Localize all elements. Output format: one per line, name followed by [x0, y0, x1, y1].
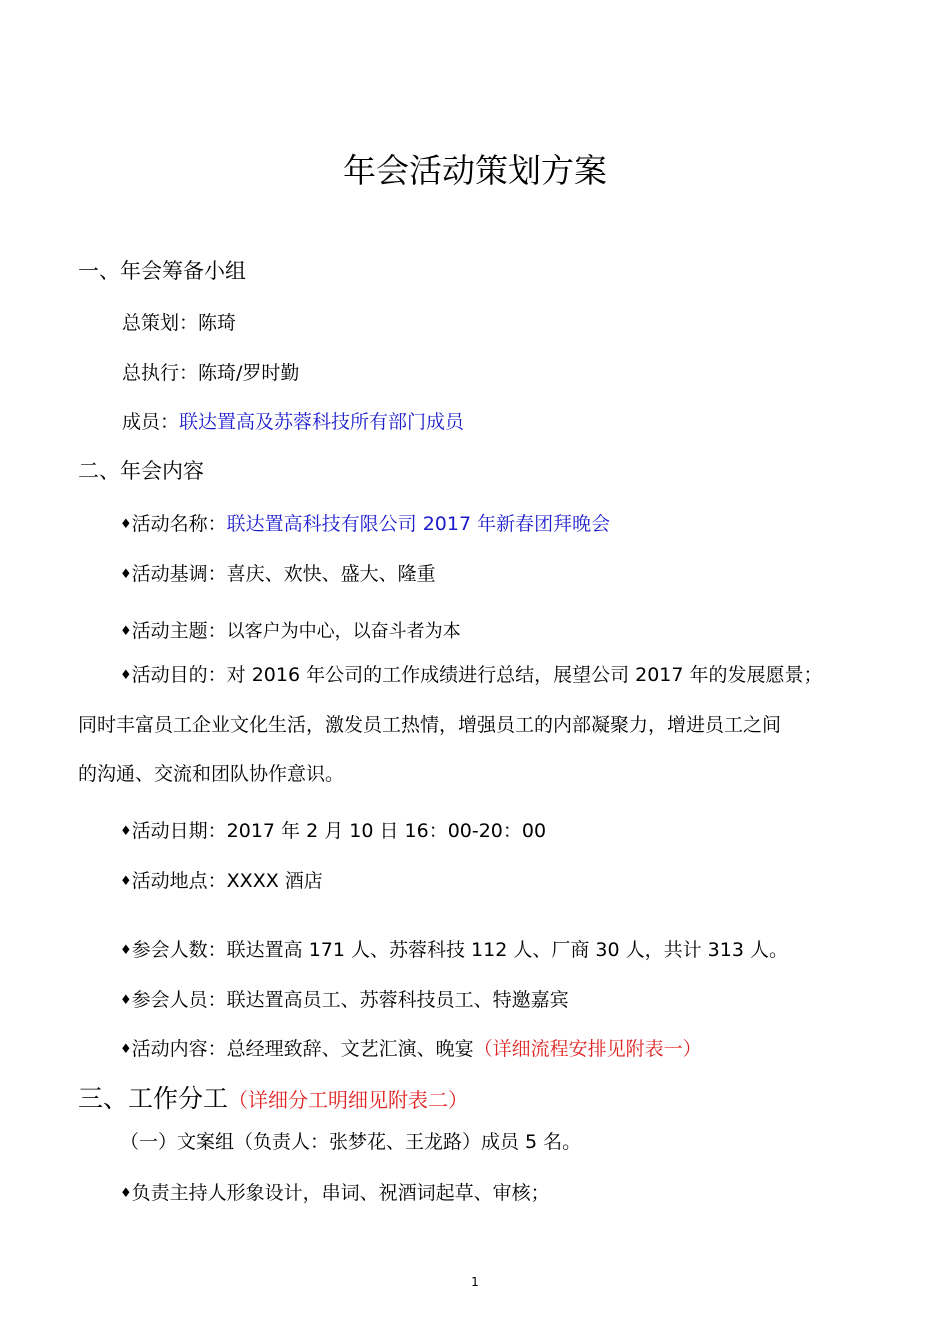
bullet-icon: ♦ — [120, 874, 132, 889]
members-value: 联达置高及苏蓉科技所有部门成员 — [179, 411, 465, 433]
executor-row — [122, 359, 299, 387]
section3-heading-row — [78, 1082, 468, 1117]
activity-content-row — [120, 1035, 702, 1064]
activity-content-note: （详细流程安排见附表一） — [473, 1038, 702, 1060]
bullet-icon: ♦ — [120, 567, 132, 582]
planner-value: 陈琦 — [198, 312, 237, 334]
bullet-icon: ♦ — [120, 668, 132, 683]
group1-task-text: 负责主持人形象设计，串词、祝酒词起草、审核； — [131, 1182, 550, 1204]
activity-theme-value: 以客户为中心，以奋斗者为本 — [226, 621, 461, 642]
activity-content-text: 活动内容：总经理致辞、文艺汇演、晚宴 — [131, 1038, 474, 1060]
group1-row: （一）文案组（负责人：张梦花、王龙路）成员 5 名。 — [120, 1131, 582, 1153]
activity-date-text: 活动日期：2017 年 2 月 10 日 16：00-20：00 — [131, 820, 547, 842]
activity-place-row — [120, 867, 323, 896]
members-label: 成员： — [122, 411, 180, 433]
page-number: 1 — [471, 1275, 479, 1289]
planner-row — [122, 309, 236, 337]
activity-theme-label: 活动主题： — [131, 620, 227, 642]
activity-purpose-text: 活动目的：对 2016 年公司的工作成绩进行总结，展望公司 2017 年的发展愿景； — [131, 664, 823, 686]
bullet-icon: ♦ — [120, 1042, 132, 1057]
activity-name-row — [120, 510, 610, 539]
document-title: 年会活动策划方案 — [343, 151, 607, 190]
activity-name-label: 活动名称： — [131, 513, 227, 535]
section3-heading: 三、工作分工 — [78, 1084, 229, 1113]
section2-heading: 二、年会内容 — [78, 459, 204, 483]
section1-heading: 一、年会筹备小组 — [78, 259, 246, 283]
planner-label: 总策划： — [122, 312, 199, 334]
activity-tone-label: 活动基调： — [131, 563, 227, 585]
attendees-text: 参会人员：联达置高员工、苏蓉科技员工、特邀嘉宾 — [131, 989, 569, 1011]
group1-task-row — [120, 1179, 550, 1208]
activity-theme-row — [120, 617, 461, 646]
activity-date-row — [120, 817, 546, 846]
bullet-icon: ♦ — [120, 624, 132, 639]
activity-tone-value: 喜庆、欢快、盛大、隆重 — [226, 563, 436, 585]
section3-heading-note: （详细分工明细见附表二） — [228, 1088, 469, 1112]
activity-purpose-line2: 同时丰富员工企业文化生活，激发员工热情，增强员工的内部凝聚力，增进员工之间 — [78, 714, 782, 736]
bullet-icon: ♦ — [120, 517, 132, 532]
bullet-icon: ♦ — [120, 1186, 132, 1201]
attendee-count-row — [120, 936, 788, 965]
bullet-icon: ♦ — [120, 993, 132, 1008]
attendees-row — [120, 986, 569, 1015]
members-row — [122, 408, 464, 436]
activity-purpose-line1 — [120, 661, 823, 690]
attendee-count-text: 参会人数：联达置高 171 人、苏蓉科技 112 人、厂商 30 人，共计 313 人。 — [131, 939, 788, 961]
activity-tone-row — [120, 560, 436, 589]
bullet-icon: ♦ — [120, 824, 132, 839]
executor-label: 总执行： — [122, 362, 199, 384]
bullet-icon: ♦ — [120, 943, 132, 958]
activity-purpose-line3: 的沟通、交流和团队协作意识。 — [78, 763, 345, 785]
executor-value: 陈琦/罗时勤 — [198, 362, 300, 384]
activity-name-value: 联达置高科技有限公司 2017 年新春团拜晚会 — [226, 513, 611, 535]
activity-place-text: 活动地点：XXXX 酒店 — [131, 870, 323, 892]
